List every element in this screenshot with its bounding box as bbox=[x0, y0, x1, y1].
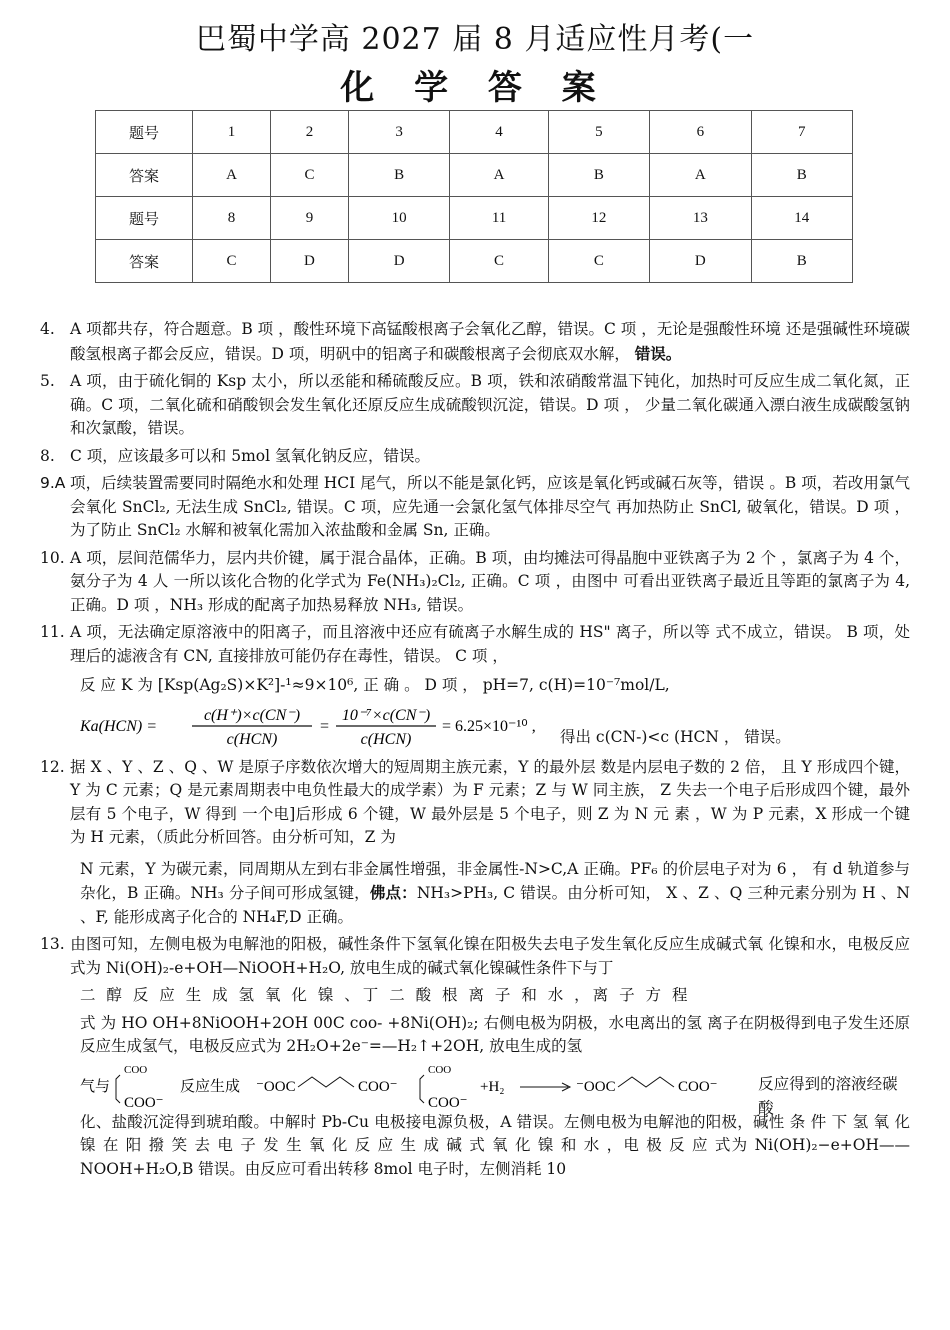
table-row bbox=[96, 111, 853, 154]
eq-group-bottom: COO⁻ bbox=[428, 1094, 468, 1109]
question-number: 11. bbox=[40, 623, 65, 641]
table-cell: B bbox=[751, 240, 852, 283]
table-cell: 10 bbox=[348, 197, 449, 240]
row-label: 题号 bbox=[96, 111, 193, 154]
ka-formula bbox=[80, 702, 550, 750]
carbon-chain bbox=[618, 1077, 674, 1087]
eq-group-bottom: COO⁻ bbox=[124, 1094, 164, 1109]
table-cell: 12 bbox=[548, 197, 649, 240]
explanation-q5 bbox=[40, 370, 910, 441]
table-cell: 7 bbox=[751, 111, 852, 154]
explanation-text: 由图可知，左侧电极为电解池的阳极，碱性条件下氢氧化镍在阳极失去电子发生氧化反应生成碱式氧 化镍和水，电极反应式为 Ni(OH)₂-e+OH—NiOOH+H₂O, 放电生成的碱式氧化镍碱性条件下与丁 bbox=[70, 935, 910, 977]
question-number: 8. bbox=[40, 446, 55, 465]
table-cell: 11 bbox=[450, 197, 548, 240]
table-cell: D bbox=[650, 240, 751, 283]
table-cell: 9 bbox=[270, 197, 348, 240]
eq-ion-end: COO⁻ bbox=[358, 1078, 398, 1095]
formula-lhs: Ka(HCN) = bbox=[80, 717, 158, 735]
explanation-q12-cont bbox=[40, 858, 910, 930]
explanations bbox=[40, 318, 910, 1185]
explanation-q13-line2: 二 醇 反 应 生 成 氢 氧 化 镍 、丁 二 酸 根 离 子 和 水 ，离 子 方 程 bbox=[80, 986, 691, 1004]
row-label: 题号 bbox=[96, 197, 193, 240]
question-number: 5. bbox=[40, 372, 55, 390]
question-number: 9.A bbox=[40, 474, 66, 492]
svg-text:=: = bbox=[320, 717, 330, 735]
explanation-q8 bbox=[40, 445, 910, 469]
table-cell: 1 bbox=[193, 111, 271, 154]
formula-frac2-num: 10⁻⁷×c(CN⁻) bbox=[341, 706, 431, 724]
explanation-text: A 项，无法确定原溶液中的阳离子，而且溶液中还应有硫离子水解生成的 HS" 离子，所以等 式不成立，错误。 B 项，处理后的滤液含有 CN, 直接排放可能仍存在毒性，错误。 C 项 ， bbox=[70, 623, 910, 665]
eq-group-top: COO bbox=[124, 1063, 148, 1076]
explanation-q11-line2: 反 应 K 为 [Ksp(Ag₂S)×K²]-¹≈9×10⁶, 正 确 。 D 项 ， pH=7, c(H)=10⁻⁷mol/L, bbox=[80, 676, 670, 694]
explanation-text: C 项，应该最多可以和 5mol 氢氧化钠反应，错误。 bbox=[70, 446, 430, 465]
explanation-q4 bbox=[40, 318, 910, 366]
question-number: 13. bbox=[40, 935, 65, 953]
equation-followup: 反应得到的溶液经碳酸 bbox=[758, 1075, 898, 1117]
table-cell: B bbox=[751, 154, 852, 197]
eq-ion-end: COO⁻ bbox=[678, 1078, 718, 1095]
table-cell: A bbox=[193, 154, 271, 197]
table-row bbox=[96, 240, 853, 283]
table-cell: 14 bbox=[751, 197, 852, 240]
table-row bbox=[96, 154, 853, 197]
ka-formula-row bbox=[40, 702, 910, 750]
formula-frac2-den: c(HCN) bbox=[360, 730, 412, 748]
table-cell: 13 bbox=[650, 197, 751, 240]
table-cell: 3 bbox=[348, 111, 449, 154]
explanation-text: A 项，由于硫化铜的 Ksp 太小，所以丞能和稀硫酸反应。B 项，铁和浓硝酸常温下钝化，加热时可反应生成二氧化氮，正确。C 项，二氧化硫和硝酸钡会发生氧化还原反应生成硫酸钡沉淀，错误。D 项 ， 少量二氧化碳通入漂白液生成碳酸氢钠和次氯酸，错误。 bbox=[70, 372, 910, 437]
row-label: 答案 bbox=[96, 154, 193, 197]
bracket bbox=[420, 1075, 424, 1103]
explanation-text: 据 X 、Y 、Z 、Q 、W 是原子序数依次增大的短周期主族元素，Y 的最外层 数是内层电子数的 2 倍， 且 Y 形成四个键，Y 为 C 元素；Q 是元素周期表中电负性最大的成学素）为 F 元素；Z 与 W 同主族， Z 失去一个电子后形成四个键，最外层有 5 个电子，W 得到 一个电]后形成 6 个键，W 最外层是 5 个电子，则 Z 为 N 元 素 ，W 为 P 元素，X 形成一个键为 H 元素，（质此分析回答。由分析可知，Z 为 bbox=[70, 757, 910, 846]
table-cell: C bbox=[450, 240, 548, 283]
explanation-text: 项，后续装置需要同时隔绝水和处理 HCI 尾气，所以不能是氯化钙，应该是氧化钙或碱石灰等，错误 。B 项，若改用氯气会氧化 SnCl₂, 无法生成 SnCl₂, 错误。C 项，应先通一会氯化氢气体排尽空气 再加热防止 SnCl, 破氧化，错误。D 项 ，为了防止 SnCl₂ 水解和被氧化需加入浓盐酸和金属 Sn, 正确。 bbox=[70, 474, 910, 539]
question-number: 10. bbox=[40, 548, 65, 567]
table-cell: 4 bbox=[450, 111, 548, 154]
formula-rhs: = 6.25×10⁻¹⁰ , bbox=[442, 717, 536, 735]
explanation-text: NH₃>PH₃, C 错误。由分析可知， X 、Z 、Q 三种元素分别为 H 、N 、F, 能形成离子化合的 NH₄F,D 正确。 bbox=[80, 884, 910, 926]
explanation-q12 bbox=[40, 756, 910, 850]
eq-ion-start: ⁻OOC bbox=[256, 1078, 296, 1095]
eq-lead: 气与 bbox=[80, 1078, 111, 1095]
bracket bbox=[116, 1075, 120, 1103]
table-cell: D bbox=[348, 240, 449, 283]
table-cell: D bbox=[270, 240, 348, 283]
row-label: 答案 bbox=[96, 240, 193, 283]
page-title: 巴蜀中学高 2027 届 8 月适应性月考(一 bbox=[195, 22, 755, 57]
table-cell: 6 bbox=[650, 111, 751, 154]
explanation-q13-line3: 式 为 HO OH+8NiOOH+2OH 00C coo- +8Ni(OH)₂; 右侧电极为阴极，水电离出的氢 离子在阴极得到电子发生还原反应生成氢气，电极反应式为 2H₂O+2e⁻=—H₂↑+2OH, 放电生成的氢 bbox=[80, 1013, 910, 1055]
explanation-text: A 项都共存，符合题意。B 项 ，酸性环境下高锰酸根离子会氧化乙醇，错误。C 项 ，无论是强酸性环境 还是强碱性环境碳酸氢根离子都会反应，错误。D 项，明矾中的铝离子和碳酸根离子会彻底双水解， bbox=[70, 320, 910, 363]
eq-middle: 反应生成 bbox=[180, 1078, 241, 1095]
explanation-q9 bbox=[40, 472, 910, 543]
question-number: 12. bbox=[40, 757, 65, 776]
carbon-chain bbox=[298, 1077, 354, 1087]
table-cell: A bbox=[650, 154, 751, 197]
succinate-equation-row bbox=[40, 1063, 910, 1117]
formula-frac1-num: c(H⁺)×c(CN⁻) bbox=[203, 706, 301, 724]
formula-conclusion: 得出 c(CN-)<c (HCN ， 错误。 bbox=[560, 727, 791, 746]
table-cell: 5 bbox=[548, 111, 649, 154]
explanation-q10 bbox=[40, 547, 910, 618]
table-cell: B bbox=[348, 154, 449, 197]
eq-ion-start: ⁻OOC bbox=[576, 1078, 616, 1095]
table-row bbox=[96, 197, 853, 240]
table-cell: 2 bbox=[270, 111, 348, 154]
explanation-tail: 错误。 bbox=[634, 343, 682, 363]
question-number: 4. bbox=[40, 320, 55, 338]
page-subtitle: 化 学 答 案 bbox=[340, 68, 610, 108]
explanation-text: A 项，层间范儒华力，层内共价键，属于混合晶体，正确。B 项，由均摊法可得晶胞中亚铁离子为 2 个 ，氯离子为 4 个，氨分子为 4 人 一所以该化合物的化学式为 Fe(NH₃)₂Cl₂, 正确。C 项 ，由图中 可看出亚铁离子最近且等距的氯离子为 4, 正确。D 项 ，NH₃ 形成的配离子加热易释放 NH₃, 错误。 bbox=[70, 548, 910, 614]
explanation-q11 bbox=[40, 621, 910, 668]
table-cell: A bbox=[450, 154, 548, 197]
table-cell: B bbox=[548, 154, 649, 197]
eq-plus-h2: +H₂ bbox=[480, 1078, 505, 1095]
table-cell: C bbox=[270, 154, 348, 197]
explanation-q13 bbox=[40, 933, 910, 980]
answer-table bbox=[95, 110, 853, 283]
explanation-q13-line4: 化、盐酸沉淀得到琥珀酸。中解时 Pb-Cu 电极接电源负极，A 错误。左侧电极为电解池的阳极，碱性 条 件 下 氢 氧 化 镍 在 阳 撥 笑 去 电 子 发 生 氧 化 反 应 生 成 碱 式 氧 化 镍 和 水 ，电 极 反 应 式为 Ni(OH)₂−e+OH——NOOH+H₂O,B 错误。由反应可看出转移 8mol 电子时，左侧消耗 10 bbox=[80, 1112, 910, 1178]
succinate-equation bbox=[80, 1063, 746, 1109]
table-cell: 8 bbox=[193, 197, 271, 240]
table-cell: C bbox=[193, 240, 271, 283]
table-cell: C bbox=[548, 240, 649, 283]
explanation-text: N 元素，Y 为碳元素，同周期从左到右非金属性增强，非金属性-N>C,A 正确。PF₆ 的价层电子对为 6 ， 有 d 轨道参与杂化，B 正确。NH₃ 分子间可形成氢键， bbox=[80, 859, 910, 902]
formula-frac1-den: c(HCN) bbox=[226, 730, 278, 748]
bold-term: 佛点： bbox=[369, 883, 417, 902]
eq-group-top: COO bbox=[428, 1063, 452, 1076]
